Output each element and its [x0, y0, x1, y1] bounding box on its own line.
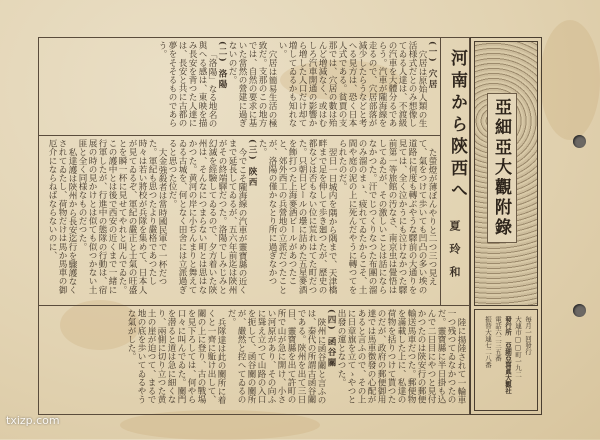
paragraph: 翌日一日城内を隅から隅まで、天津橋畔まで足を伸して歩き廻つたが、歷史の都などは否もない位に荒れはてた町だつた。只朝日ビールの壜に詰めた五星麥酒を飾打つた上海麥酒ビールがあつたこと、郊外西工の兵營地の立派だつたことが、洛陽の僅かなとり所に過ぎなかつた。 [257, 139, 337, 294]
paragraph: た螢燈が薄ぼんやりと二つ三つ見えて、氣をつけて歩いても凹凸の多い埃の道路に何度も轉ぶやうな驛前の大通りを見ては、全く泣かうにも泣けなかつた驛前第一等旅館の汚なさ、南京虫は覺悟はしてゐたが、その激しいことは話にならなかつた。汗でじつくりなつた布團の溜のみ溜のまゝ、疲れてゐたからこそ、土間や庭の泥の上に死んだやうに轉つてをられたのだ。 [337, 139, 437, 294]
paragraph: 今でこそ隴海線の汽車が靈寶縣の近くまで延長してゐるが、五六年前迄は陝州がその終端驛だつた。洛陽でしみじみと幻滅を經驗してゐるので、夕方着いた陝州は、そんなにつまらない町とは思はなかつた。黄河の岸に小ぢんまりと舞えてゐる古城を、何となく田舍には立派過ぎると思つた位だ。 [167, 139, 247, 294]
bottom-band [39, 306, 469, 414]
middle-band [39, 136, 440, 305]
paragraph: 陸に揚陸されて一輪車一つ残つてゐなかつたのだ。靈寶縣に半日掛も込んで二日目にやつと見付かつたのは陝安行の郵便輸送馬車だつた。郵便物を滿載した上に、私達の荷物を括りつけて貰つたのだが、政府の郵便御用達では馬車徴發の心配があると言ふので、その上に日章旗を立てゝやつと出發の運となつた。 [336, 309, 466, 404]
binding-hole [573, 304, 586, 317]
top-band [39, 38, 440, 135]
info-line: 電話六二三五番 [494, 316, 502, 362]
publication-info [474, 309, 538, 411]
article-title: 河南から陝西へ [447, 49, 467, 203]
paragraph: 大金強殺者は當時國民軍で一杯だつた。軍紀も思つたより嚴格であつたし時々は若い將校が兵隊を集めて、日本人が見てゐるぞ、軍紀の嚴正と士氣の旺盛とを瞬一杯に見せてやれと叫んでゐた。この護中とは後で西安の近くまで一緒に行軍したが、行進中の態隊の行動は、宿展の時の見かけとは似ても似つかない土匪と全く同様なものだつた。 [77, 139, 167, 294]
paragraph: 「洛陽」なる地名の與へる感は、東映を描み長安を背つた人達には、長安と共に古都の夢をそそるものであらう。 [157, 41, 217, 127]
info-line: 毎月一回發行 [524, 316, 532, 355]
section-heading: (三) 陝西 [247, 139, 257, 188]
paragraph: 私達護は陝州から長安迄行を驟護なくされてゐたし、荷物だけは馬か馬車の御厄介にならねばならないのに、 [47, 139, 77, 294]
paragraph: 穴居は簡易生活の極致だ。支那のこの地方では、自然の要求に基いた當然の營建に過ぎないのだ。 [227, 41, 277, 127]
section-heading: (四) 函谷關 [326, 309, 336, 369]
info-line: 發行所 亞細亞寫眞大觀社 [504, 316, 512, 394]
info-line: 振替大連七二八番 [484, 316, 492, 368]
watermark: txizp.com [6, 414, 60, 427]
info-line: 大連市□□町一九二 [514, 316, 522, 378]
paragraph: 陝州に函谷關と言ふのは、秦代の所謂古函谷關である。陝州を出て三日目、靈寶縣を出て許町の所で山が急に開け、小さい河原があり、その向ふに聳え立つて山路の入口を扼して、函谷關の關所が、嚴然と控へてゐるのだ。 [226, 309, 326, 404]
masthead-title: 亞細亞大觀附錄 [487, 93, 517, 243]
section-heading: (二) 洛陽 [217, 41, 227, 90]
paragraph: 穴居は原始人類の生活様式だとのみ想像してゐる人達は、不渡級の汽車を大體分るであらう。汽車が隴海線を走るので、穴居部落が減少したらうなどと考へる見方は、恐く日本人式である。貧賈の支那では、穴居の數は殆んど増減なく、或はむしろ汽車開通の影響から増した人口だけ却て増してゐるかも知れない。 [277, 41, 427, 127]
article-author: 夏玲和 [448, 220, 461, 289]
section-heading: (一) 穴居 [427, 41, 437, 90]
masthead [470, 37, 542, 415]
binding-hole [573, 135, 586, 148]
paragraph: 兵隊達は此の關所に着くと一齊に駈け出して、關の上に登り、古の戰場を見下ろしては、何やら口々に叫んでゐた。關門を潜ると道は急に細くなり、兩側に切り立つた黄土の崖が迫つて、まるで地の底を歩いてゐるやうな氣がした。 [126, 309, 226, 404]
